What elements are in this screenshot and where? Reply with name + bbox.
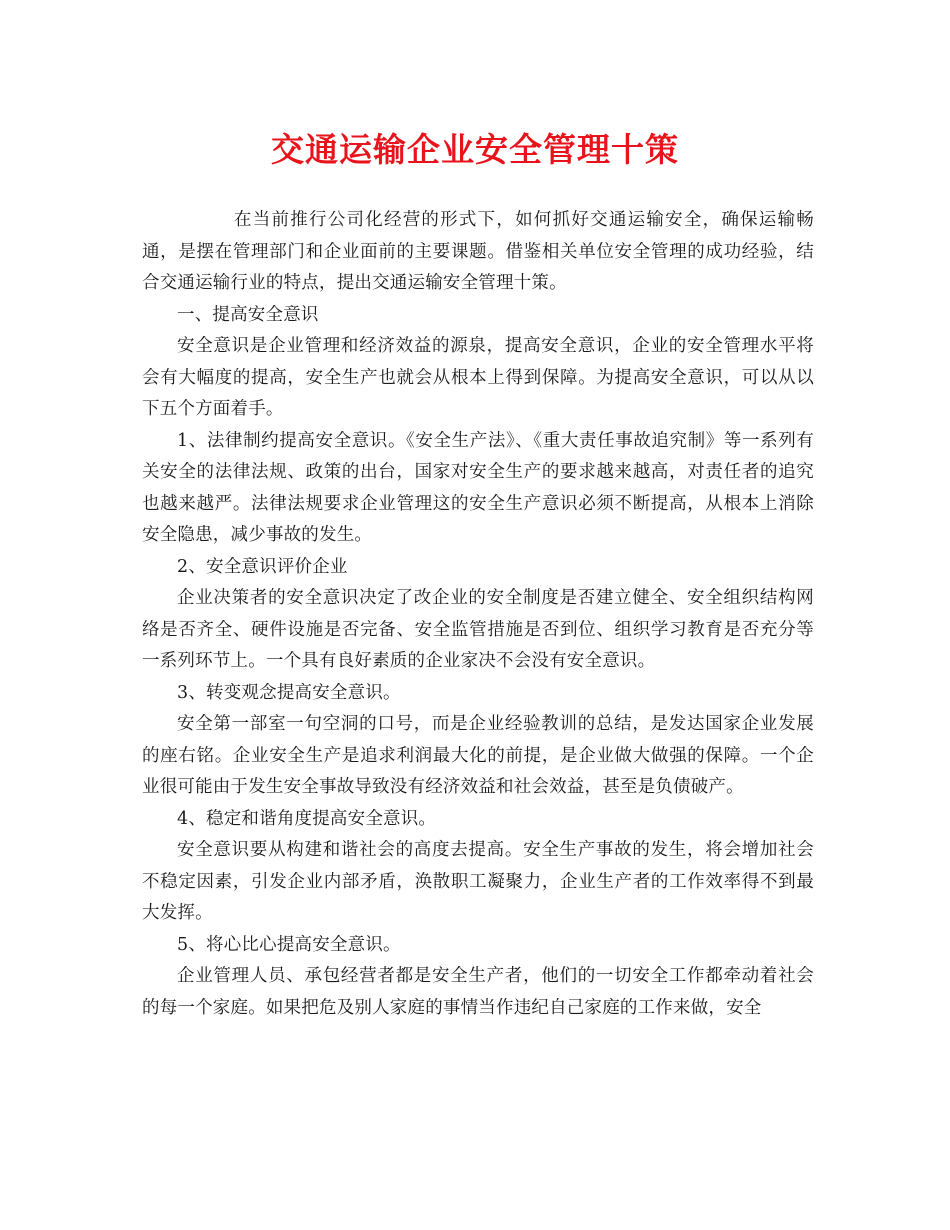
list-item-heading: 2、安全意识评价企业 bbox=[177, 556, 348, 577]
document-title: 交通运输企业安全管理十策 bbox=[271, 130, 679, 169]
list-item-heading: 5、将心比心提高安全意识。 bbox=[177, 934, 401, 955]
list-item-heading: 4、稳定和谐角度提高安全意识。 bbox=[177, 808, 437, 829]
body-paragraph: 企业决策者的安全意识决定了改企业的安全制度是否建立健全、安全组织结构网络是否齐全、硬件设施是否完备、安全监管措施是否到位、组织学习教育是否充分等一系列环节上。一个具有良好素质的企业家决不会没有安全意识。 bbox=[142, 588, 814, 671]
body-paragraph: 企业管理人员、承包经营者都是安全生产者，他们的一切安全工作都牵动着社会的每一个家庭。如果把危及别人家庭的事情当作违纪自己家庭的工作来做，安全 bbox=[142, 966, 814, 1018]
document-body bbox=[142, 205, 814, 1024]
body-paragraph: 安全意识要从构建和谐社会的高度去提高。安全生产事故的发生，将会增加社会不稳定因素，引发企业内部矛盾，涣散职工凝聚力，企业生产者的工作效率得不到最大发挥。 bbox=[142, 840, 814, 923]
body-paragraph: 安全第一部室一句空洞的口号，而是企业经验教训的总结，是发达国家企业发展的座右铭。企业安全生产是追求利润最大化的前提，是企业做大做强的保障。一个企业很可能由于发生安全事故导致没有经济效益和社会效益，甚至是负债破产。 bbox=[142, 714, 814, 797]
body-paragraph: 安全意识是企业管理和经济效益的源泉，提高安全意识，企业的安全管理水平将会有大幅度的提高，安全生产也就会从根本上得到保障。为提高安全意识，可以从以下五个方面着手。 bbox=[142, 336, 814, 419]
intro-paragraph: 在当前推行公司化经营的形式下，如何抓好交通运输安全，确保运输畅通，是摆在管理部门和企业面前的主要课题。借鉴相关单位安全管理的成功经验，结合交通运输行业的特点，提出交通运输安全管理十策。 bbox=[142, 210, 814, 293]
list-item-heading: 3、转变观念提高安全意识。 bbox=[177, 682, 401, 703]
body-paragraph: 1、法律制约提高安全意识。《安全生产法》、《重大责任事故追究制》等一系列有关安全的法律法规、政策的出台，国家对安全生产的要求越来越高，对责任者的追究也越来越严。法律法规要求企业管理这的安全生产意识必须不断提高，从根本上消除安全隐患，减少事故的发生。 bbox=[142, 430, 814, 545]
section-heading-1: 一、提高安全意识 bbox=[177, 304, 319, 325]
